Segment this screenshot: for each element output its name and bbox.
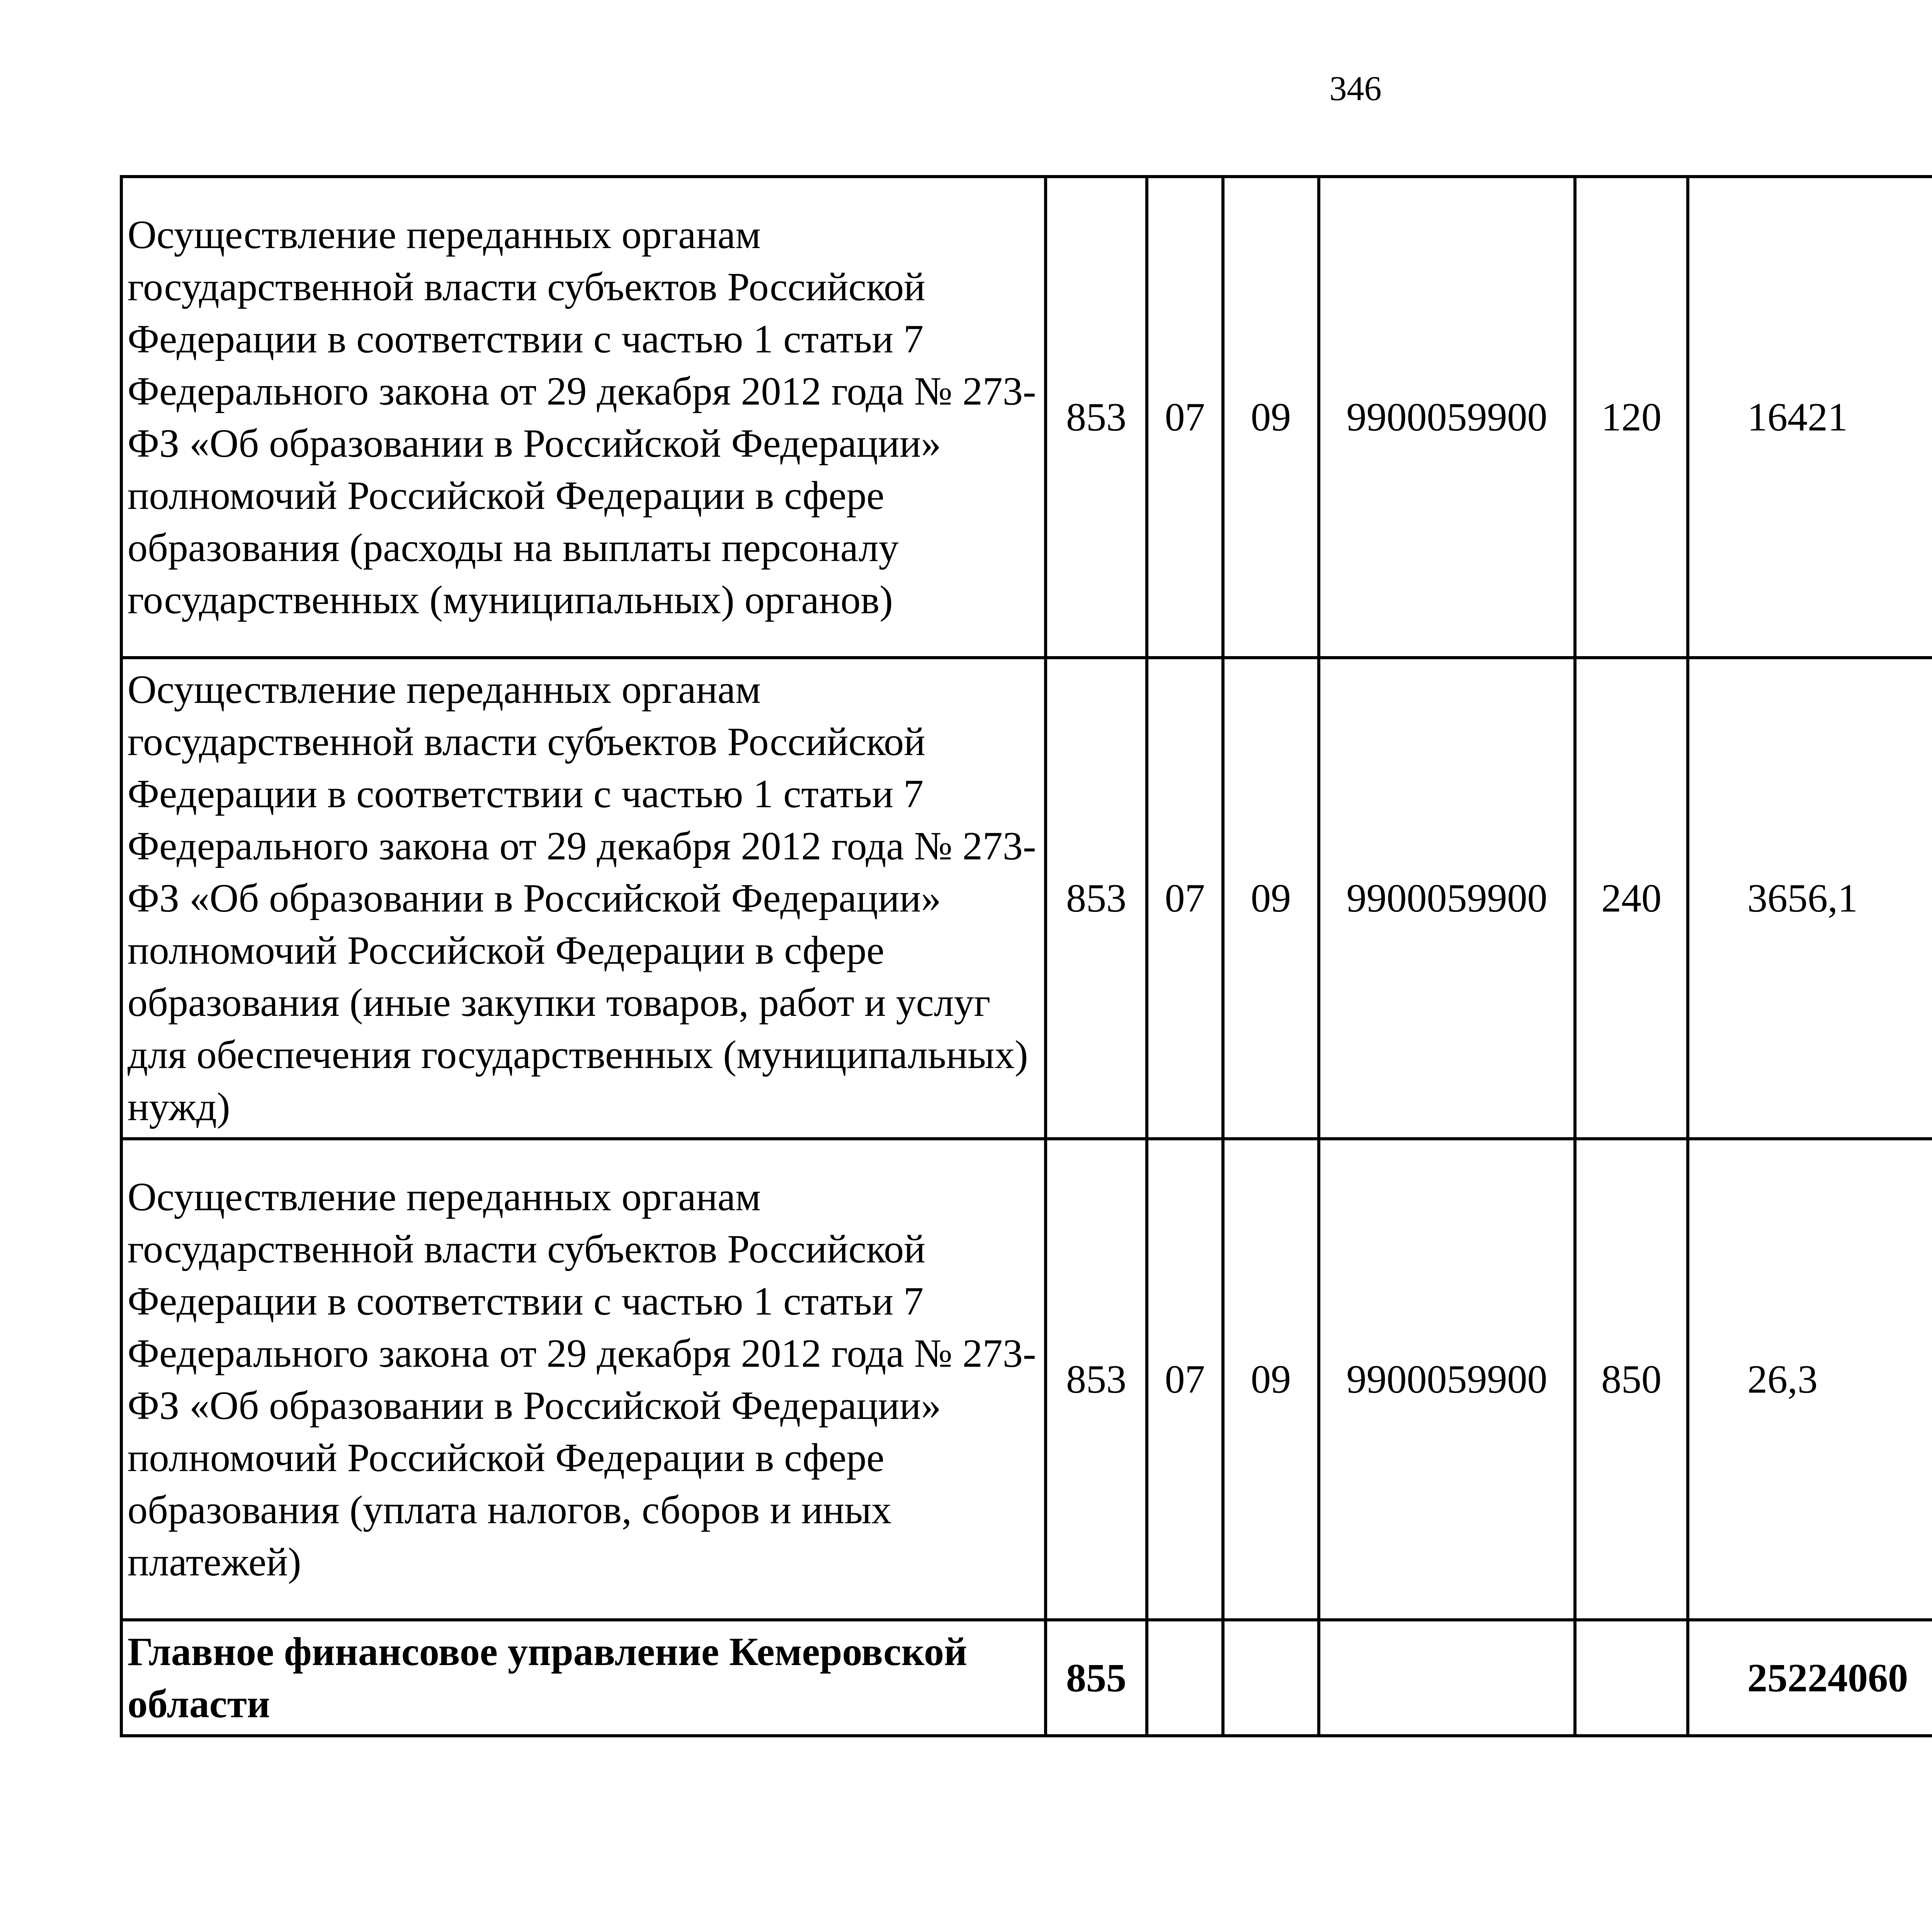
sum-year-1: 25224060 bbox=[1688, 1620, 1932, 1736]
table-row bbox=[121, 177, 1932, 658]
sum-year-1: 26,3 bbox=[1688, 1139, 1932, 1620]
row-description: Главное финансовое управление Кемеровской области bbox=[121, 1620, 1046, 1736]
expense-type-code bbox=[1575, 1620, 1688, 1736]
sum-year-1: 3656,1 bbox=[1688, 658, 1932, 1139]
sum-year-1: 16421 bbox=[1688, 177, 1932, 658]
budget-table bbox=[120, 175, 1932, 1737]
subsection-code: 09 bbox=[1223, 1139, 1319, 1620]
page-number: 346 bbox=[1329, 70, 1382, 108]
subsection-code: 09 bbox=[1223, 658, 1319, 1139]
ministry-code: 853 bbox=[1046, 1139, 1147, 1620]
table-row bbox=[121, 658, 1932, 1139]
table-row bbox=[121, 1139, 1932, 1620]
row-description: Осуществление переданных органам государственной власти субъектов Российской Федерации в соответствии с частью 1 статьи 7 Федерального закона от 29 декабря 2012 года № 273-ФЗ «Об образовании в Российской Федерации» полномочий Российской Федерации в сфере образования (уплата налогов, сборов и иных платежей) bbox=[121, 1139, 1046, 1620]
target-article-code bbox=[1319, 1620, 1575, 1736]
expense-type-code: 850 bbox=[1575, 1139, 1688, 1620]
target-article-code: 9900059900 bbox=[1319, 177, 1575, 658]
row-description: Осуществление переданных органам государственной власти субъектов Российской Федерации в соответствии с частью 1 статьи 7 Федерального закона от 29 декабря 2012 года № 273-ФЗ «Об образовании в Российской Федерации» полномочий Российской Федерации в сфере образования (расходы на выплаты персоналу государственных (муниципальных) органов) bbox=[121, 177, 1046, 658]
section-code: 07 bbox=[1147, 1139, 1223, 1620]
ministry-code: 853 bbox=[1046, 658, 1147, 1139]
expense-type-code: 120 bbox=[1575, 177, 1688, 658]
section-code: 07 bbox=[1147, 658, 1223, 1139]
section-code bbox=[1147, 1620, 1223, 1736]
section-code: 07 bbox=[1147, 177, 1223, 658]
subsection-code bbox=[1223, 1620, 1319, 1736]
target-article-code: 9900059900 bbox=[1319, 658, 1575, 1139]
ministry-code: 853 bbox=[1046, 177, 1147, 658]
ministry-code: 855 bbox=[1046, 1620, 1147, 1736]
table-row-total bbox=[121, 1620, 1932, 1736]
expense-type-code: 240 bbox=[1575, 658, 1688, 1139]
subsection-code: 09 bbox=[1223, 177, 1319, 658]
row-description: Осуществление переданных органам государственной власти субъектов Российской Федерации в соответствии с частью 1 статьи 7 Федерального закона от 29 декабря 2012 года № 273-ФЗ «Об образовании в Российской Федерации» полномочий Российской Федерации в сфере образования (иные закупки товаров, работ и услуг для обеспечения государственных (муниципальных) нужд) bbox=[121, 658, 1046, 1139]
target-article-code: 9900059900 bbox=[1319, 1139, 1575, 1620]
